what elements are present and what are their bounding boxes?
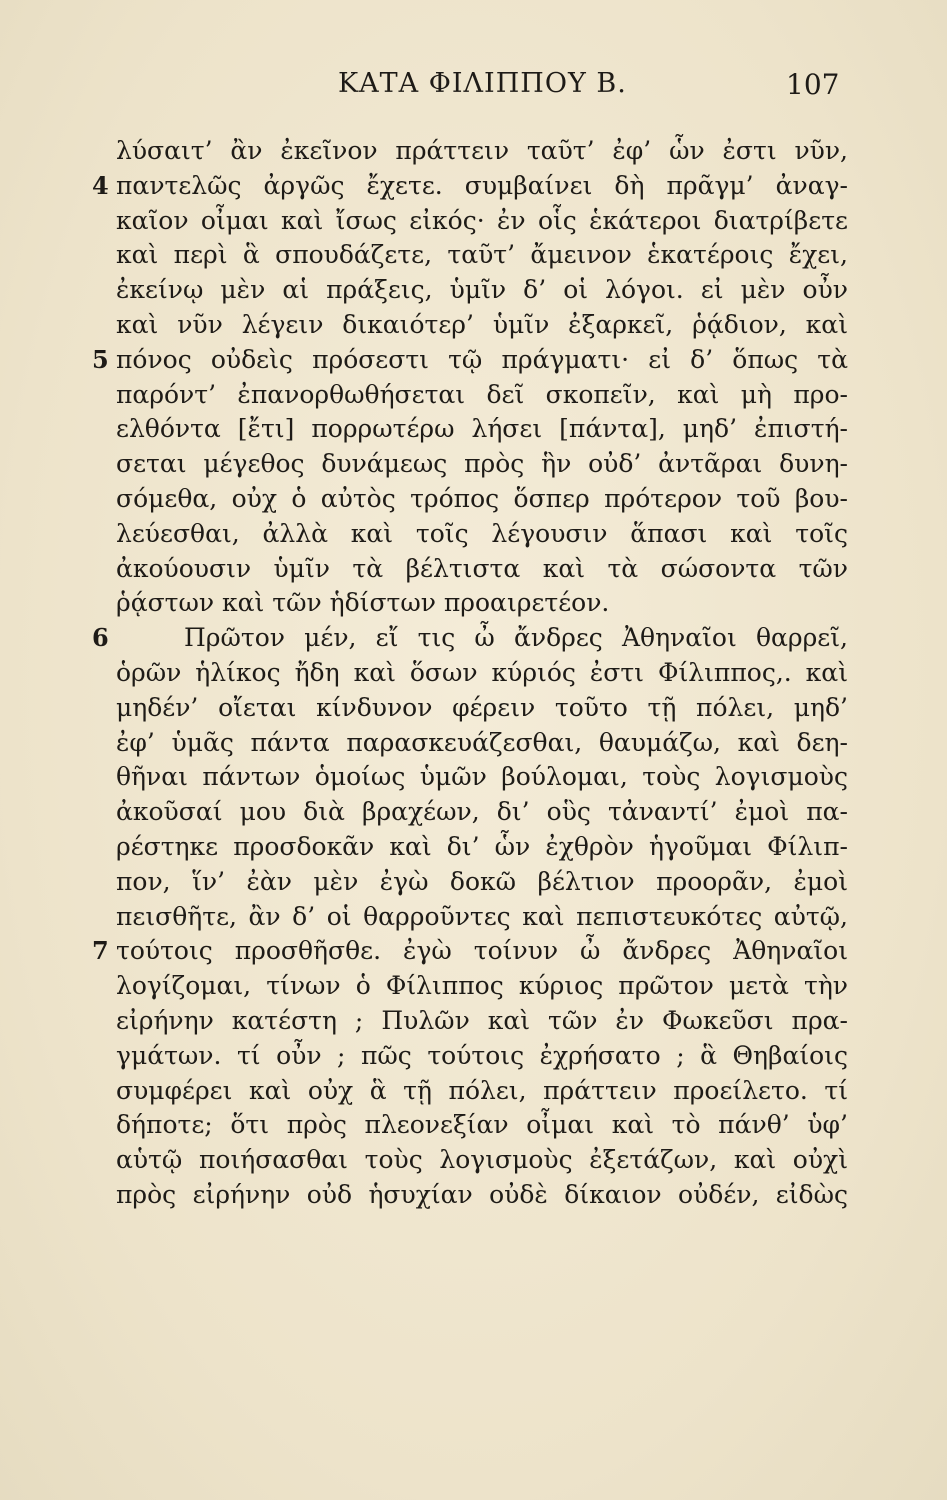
text-line	[0, 343, 947, 378]
text-line	[0, 691, 947, 726]
line-text: γμάτων. τί οὖν ; πῶς τούτοις ἐχρήσατο ; ἃ Θηβαίοις	[116, 1040, 848, 1070]
line-text: σεται μέγεθος δυνάμεως πρὸς ἣν οὐδ’ ἀντᾶραι δυνη-	[116, 449, 848, 479]
line-text: καῖον οἶμαι καὶ ἴσως εἰκός· ἐν οἷς ἑκάτεροι διατρίβετε	[116, 205, 848, 235]
line-text: καὶ νῦν λέγειν δικαιότερ’ ὑμῖν ἐξαρκεῖ, ῥᾴδιον, καὶ	[116, 309, 848, 339]
line-text: καὶ περὶ ἃ σπουδάζετε, ταῦτ’ ἄμεινον ἑκατέροις ἔχει,	[116, 240, 848, 270]
text-line	[0, 482, 947, 517]
line-text: μηδέν’ οἴεται κίνδυνον φέρειν τοῦτο τῇ πόλει, μηδ’	[116, 692, 848, 722]
line-text: πόνος οὐδεὶς πρόσεστι τῷ πράγματι· εἰ δ’ ὅπως τὰ	[116, 344, 848, 374]
text-line	[0, 656, 947, 691]
text-line	[0, 1108, 947, 1143]
text-line	[0, 621, 947, 656]
text-line	[0, 552, 947, 587]
line-text: ἀκοῦσαί μου διὰ βραχέων, δι’ οὓς τἀναντί’ ἐμοὶ πα-	[116, 797, 848, 827]
text-line	[0, 1178, 947, 1213]
text-line	[0, 517, 947, 552]
line-text: παρόντ’ ἐπανορθωθήσεται δεῖ σκοπεῖν, καὶ μὴ προ-	[116, 379, 848, 409]
line-text: ἐκείνῳ μὲν αἱ πράξεις, ὑμῖν δ’ οἱ λόγοι. εἰ μὲν οὖν	[116, 275, 848, 305]
text-line	[0, 169, 947, 204]
text-line	[0, 760, 947, 795]
section-number: 4	[92, 170, 109, 200]
line-text: ελθόντα [ἔτι] πορρωτέρω λήσει [πάντα], μηδ’ ἐπιστή-	[116, 414, 848, 444]
text-line	[0, 273, 947, 308]
line-text: αὑτῷ ποιήσασθαι τοὺς λογισμοὺς ἐξετάζων, καὶ οὐχὶ	[116, 1145, 848, 1175]
text-line	[0, 795, 947, 830]
text-line	[0, 586, 947, 621]
line-text: δήποτε; ὅτι πρὸς πλεονεξίαν οἶμαι καὶ τὸ πάνθ’ ὑφ’	[116, 1110, 848, 1140]
text-line	[0, 447, 947, 482]
greek-text-body	[0, 134, 947, 1213]
line-text: θῆναι πάντων ὁμοίως ὑμῶν βούλομαι, τοὺς λογισμοὺς	[116, 762, 848, 792]
text-line	[0, 1004, 947, 1039]
line-text: Πρῶτον μέν, εἴ τις ὦ ἄνδρες Ἀθηναῖοι θαρρεῖ,	[184, 623, 848, 653]
line-text: ἐφ’ ὑμᾶς πάντα παρασκευάζεσθαι, θαυμάζω, καὶ δεη-	[116, 727, 848, 757]
line-text: ρέστηκε προσδοκᾶν καὶ δι’ ὧν ἐχθρὸν ἡγοῦμαι Φίλιπ-	[116, 831, 848, 861]
line-text: λύσαιτ’ ἂν ἐκεῖνον πράττειν ταῦτ’ ἐφ’ ὧν ἐστι νῦν,	[116, 136, 848, 165]
running-title: ΚΑΤΑ ΦΙΛΙΠΠΟΥ Β.	[338, 68, 627, 99]
text-line	[0, 238, 947, 273]
line-text: σόμεθα, οὐχ ὁ αὐτὸς τρόπος ὅσπερ πρότερον τοῦ βου-	[116, 483, 848, 513]
running-head	[0, 68, 947, 108]
line-text: λεύεσθαι, ἀλλὰ καὶ τοῖς λέγουσιν ἅπασι καὶ τοῖς	[116, 518, 848, 548]
text-line	[0, 1074, 947, 1109]
text-line	[0, 308, 947, 343]
text-line	[0, 969, 947, 1004]
line-text: λογίζομαι, τίνων ὁ Φίλιππος κύριος πρῶτον μετὰ τὴν	[116, 971, 848, 1001]
line-text: ὁρῶν ἡλίκος ἤδη καὶ ὅσων κύριός ἐστι Φίλιππος,. καὶ	[116, 657, 848, 687]
section-number: 6	[92, 623, 109, 653]
text-line	[0, 134, 947, 169]
text-line	[0, 726, 947, 761]
line-text: εἰρήνην κατέστη ; Πυλῶν καὶ τῶν ἐν Φωκεῦσι πρα-	[116, 1005, 848, 1035]
text-line	[0, 204, 947, 239]
text-line	[0, 412, 947, 447]
line-text: πον, ἵν’ ἐὰν μὲν ἐγὼ δοκῶ βέλτιον προορᾶν, ἐμοὶ	[116, 866, 848, 896]
text-line	[0, 830, 947, 865]
section-number: 7	[92, 936, 109, 966]
line-text: ἀκούουσιν ὑμῖν τὰ βέλτιστα καὶ τὰ σώσοντα τῶν	[116, 553, 848, 583]
text-line	[0, 378, 947, 413]
line-text: ῥᾴστων καὶ τῶν ἡδίστων προαιρετέον.	[116, 588, 610, 618]
line-text: τούτοις προσθῆσθε. ἐγὼ τοίνυν ὦ ἄνδρες Ἀθηναῖοι	[116, 936, 848, 966]
line-text: συμφέρει καὶ οὐχ ἃ τῇ πόλει, πράττειν προείλετο. τί	[116, 1075, 848, 1105]
line-text: πρὸς εἰρήνην οὐδ ἡσυχίαν οὐδὲ δίκαιον οὐδέν, εἰδὼς	[116, 1179, 848, 1209]
line-text: παντελῶς ἀργῶς ἔχετε. συμβαίνει δὴ πρᾶγμ’ ἀναγ-	[116, 170, 848, 200]
text-line	[0, 1039, 947, 1074]
text-line	[0, 865, 947, 900]
text-line	[0, 934, 947, 969]
line-text: πεισθῆτε, ἂν δ’ οἱ θαρροῦντες καὶ πεπιστευκότες αὐτῷ,	[116, 901, 848, 931]
page-number: 107	[786, 68, 840, 101]
text-line	[0, 900, 947, 935]
text-line	[0, 1143, 947, 1178]
section-number: 5	[92, 344, 109, 374]
